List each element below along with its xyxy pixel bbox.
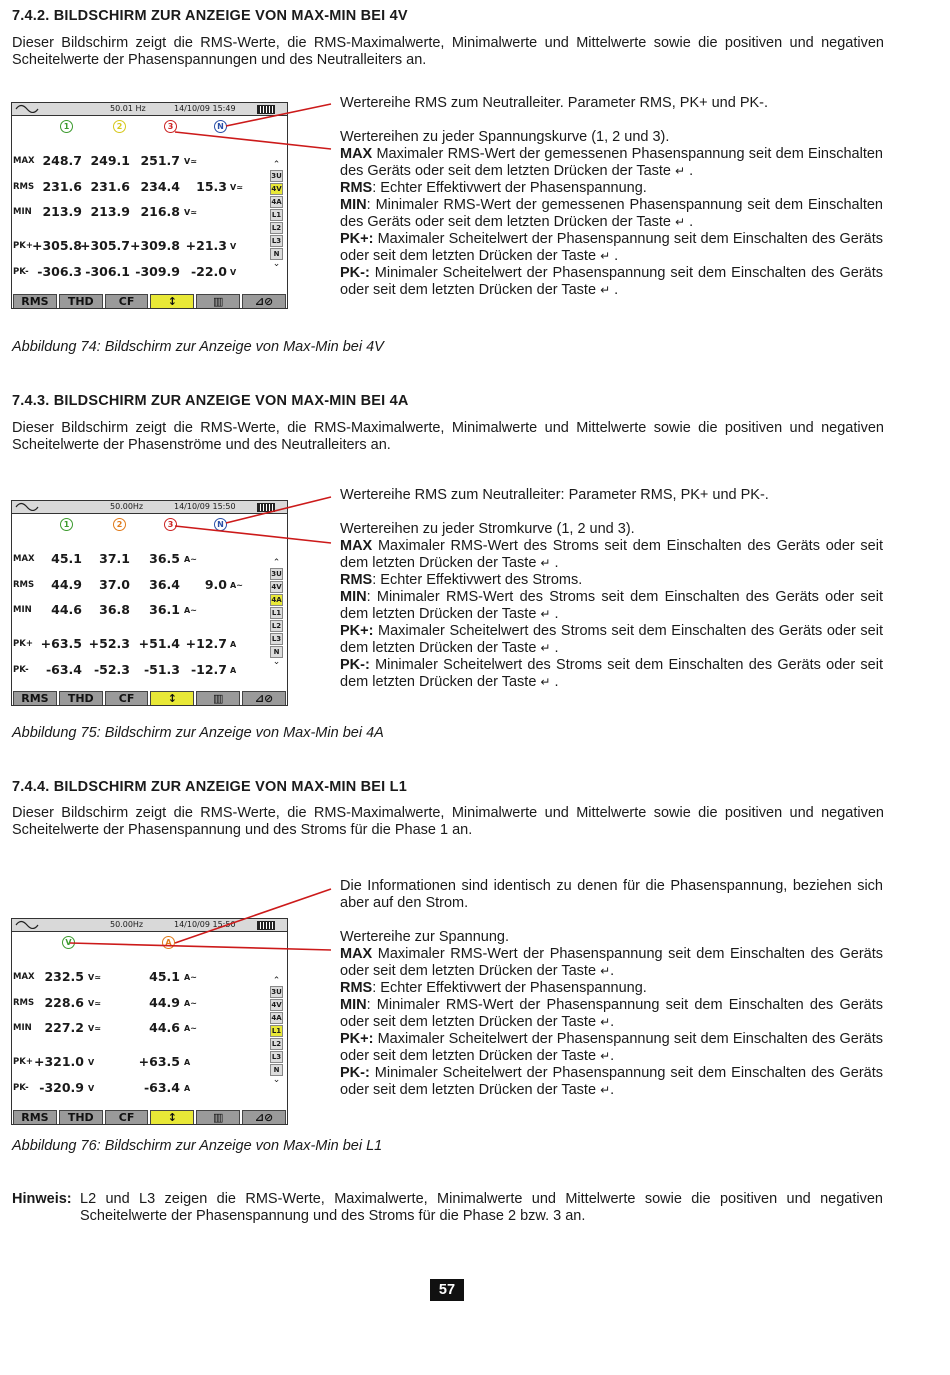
description-block [340,487,883,691]
tab-cf[interactable]: CF [105,691,149,706]
section-heading: 7.4.3. BILDSCHIRM ZUR ANZEIGE VON MAX-MIN BEI 4A [12,393,409,409]
tab-rms[interactable]: RMS [13,691,57,706]
channel-badge-v: V [62,936,75,949]
reading-value: -63.4 [45,662,82,677]
frequency-readout: 50.01 Hz [110,104,146,113]
figure-caption: Abbildung 74: Bildschirm zur Anzeige von Max-Min bei 4V [12,339,384,355]
reading-value: 37.0 [99,577,130,592]
section-intro: Dieser Bildschirm zeigt die RMS-Werte, die RMS-Maximalwerte, Minimalwerte und Mittelwerte sowie die positiven und negativen Scheitelwerte der Phasenspannungen und des Neutralleiters an. [12,35,884,68]
current-description: Die Informationen sind identisch zu denen für die Phasenspannung, beziehen sich aber auf den Strom. [340,878,883,911]
note-text: L2 und L3 zeigen die RMS-Werte, Maximalwerte, Minimalwerte und Mittelwerte sowie die positiven und negativen Scheitelwerte der Phasenspannung und des Stroms für die Phase 2 bzw. 3 an. [80,1191,883,1224]
channel-badge-2: 2 [113,518,126,531]
min-description: MIN: Minimaler RMS-Wert des Stroms seit dem Einschalten des Geräts oder seit dem letzten Drücken der Taste ↵ . [340,589,883,622]
reading-value: 228.6 [44,995,84,1010]
tab-summary[interactable]: ▥ [196,691,240,706]
row-label-rms: RMS [13,998,35,1008]
reading-unit: A~ [230,581,243,590]
reading-unit: V≃ [230,183,243,192]
enter-key-icon: ↵ [675,164,686,178]
row-label-min: MIN [13,1023,32,1033]
enter-key-icon: ↵ [600,964,611,978]
enter-key-icon: ↵ [600,283,611,297]
enter-key-icon: ↵ [675,215,686,229]
reading-value: -52.3 [93,662,130,677]
device-screen-l1 [11,918,288,1125]
enter-key-icon: ↵ [600,249,611,263]
mode-item-l3[interactable]: L3 [271,237,282,245]
scroll-down-icon: ⌄ [272,657,281,667]
tab-rms[interactable]: RMS [13,1110,57,1125]
neutral-description: Wertereihe RMS zum Neutralleiter. Parameter RMS, PK+ und PK-. [340,95,769,111]
pkminus-description: PK-: Minimaler Scheitelwert des Stroms seit dem Einschalten des Geräts oder seit dem letzten Drücken der Taste ↵ . [340,657,883,690]
reading-value: 36.8 [99,602,130,617]
note-label: Hinweis: [12,1191,72,1207]
reading-value: 44.9 [51,577,82,592]
pkplus-description: PK+: Maximaler Scheitelwert der Phasenspannung seit dem Einschalten des Geräts oder seit dem letzten Drücken der Taste ↵. [340,1031,883,1064]
row-label-pkplus: PK+ [13,639,33,649]
reading-value: 9.0 [204,577,227,592]
reading-unit: A [230,640,237,649]
channel-badge-2: 2 [113,120,126,133]
reading-value: +309.8 [129,238,180,253]
frequency-readout: 50.00Hz [110,920,144,929]
min-term: MIN [340,197,367,213]
tab-thd[interactable]: THD [59,294,103,309]
reading-value: 36.4 [149,577,180,592]
enter-key-icon: ↵ [600,1015,611,1029]
mode-item-l3[interactable]: L3 [271,1053,282,1061]
date-time: 14/10/09 15:50 [174,920,236,929]
enter-key-icon: ↵ [540,675,551,689]
section-intro: Dieser Bildschirm zeigt die RMS-Werte, die RMS-Maximalwerte, Minimalwerte und Mittelwerte sowie die positiven und negativen Scheitelwerte der Phasenströme und des Neutralleiters an. [12,420,884,453]
enter-key-icon: ↵ [540,556,551,570]
min-description: MIN: Minimaler RMS-Wert der gemessenen Phasenspannung seit dem Einschalten des Geräts oder seit dem letzten Drücken der Taste ↵ . [340,197,883,230]
battery-icon [257,503,275,512]
row-label-pkminus: PK- [13,267,29,277]
reading-value: -306.3 [37,264,82,279]
max-description: MAX Maximaler RMS-Wert des Stroms seit dem Einschalten des Geräts oder seit dem letzten Drücken der Taste ↵ . [340,538,883,571]
mode-item-l1[interactable]: L1 [271,1027,282,1035]
reading-unit: A [184,1058,191,1067]
rms-term: RMS [340,980,373,996]
curve-description: Wertereihen zu jeder Stromkurve (1, 2 und 3). [340,521,635,537]
row-label-rms: RMS [13,182,35,192]
row-label-rms: RMS [13,580,35,590]
scroll-down-icon: ⌄ [272,1075,281,1085]
reading-value: +21.3 [185,238,227,253]
tab-trend[interactable]: ⊿⊘ [242,691,286,706]
row-label-min: MIN [13,207,32,217]
channel-badge-n: N [214,518,227,531]
reading-value: +52.3 [88,636,130,651]
channel-badge-3: 3 [164,120,177,133]
reading-value: 36.5 [149,551,180,566]
row-label-max: MAX [13,554,35,564]
pkplus-term: PK+: [340,1031,374,1047]
status-bar [12,103,287,116]
row-label-max: MAX [13,156,35,166]
pkplus-term: PK+: [340,623,374,639]
rms-term: RMS [340,572,373,588]
reading-value: 45.1 [149,969,180,984]
reading-value: 231.6 [90,179,130,194]
reading-unit: V [88,1058,95,1067]
reading-value: -22.0 [190,264,227,279]
reading-value: +305.7 [79,238,130,253]
status-bar [12,919,287,932]
waveform-icon [15,920,39,929]
date-time: 14/10/09 15:50 [174,502,236,511]
figure-caption: Abbildung 75: Bildschirm zur Anzeige von Max-Min bei 4A [12,725,384,741]
pkminus-term: PK-: [340,657,370,673]
scroll-up-icon: ⌃ [272,976,281,986]
section-heading: 7.4.2. BILDSCHIRM ZUR ANZEIGE VON MAX-MIN BEI 4V [12,8,408,24]
mode-menu [270,161,283,268]
reading-value: -12.7 [190,662,227,677]
mode-item-l2[interactable]: L2 [271,224,282,232]
reading-value: 232.5 [44,969,84,984]
enter-key-icon: ↵ [600,1049,611,1063]
reading-unit: V≃ [184,208,197,217]
max-description: MAX Maximaler RMS-Wert der Phasenspannung seit dem Einschalten des Geräts oder seit dem letzten Drücken der Taste ↵. [340,946,883,979]
reading-value: 231.6 [42,179,82,194]
reading-value: 36.1 [149,602,180,617]
scroll-down-icon: ⌄ [272,259,281,269]
description-block [340,878,883,1099]
waveform-icon [15,502,39,511]
pkminus-description: PK-: Minimaler Scheitelwert der Phasenspannung seit dem Einschalten des Geräts oder seit dem letzten Drücken der Taste ↵. [340,1065,883,1098]
reading-value: +63.5 [40,636,82,651]
pkplus-description: PK+: Maximaler Scheitelwert der Phasenspannung seit dem Einschalten des Geräts oder seit dem letzten Drücken der Taste ↵ . [340,231,883,264]
mode-item-n[interactable]: N [270,1064,283,1076]
reading-value: 37.1 [99,551,130,566]
reading-unit: A [184,1084,191,1093]
tab-summary[interactable]: ▥ [196,294,240,309]
channel-badge-n: N [214,120,227,133]
row-label-pkplus: PK+ [13,1057,33,1067]
tab-cf[interactable]: CF [105,1110,149,1125]
max-term: MAX [340,146,373,162]
rms-description: RMS: Echter Effektivwert der Phasenspannung. [340,980,647,996]
reading-value: 213.9 [90,204,130,219]
device-screen-4v [11,102,288,309]
scroll-up-icon: ⌃ [272,160,281,170]
channel-badge-3: 3 [164,518,177,531]
frequency-readout: 50.00Hz [110,502,144,511]
reading-unit: V≃ [88,999,101,1008]
mode-item-l1[interactable]: L1 [271,609,282,617]
reading-unit: V [88,1084,95,1093]
reading-value: -63.4 [143,1080,180,1095]
reading-unit: V [230,242,237,251]
mode-item-4v[interactable]: 4V [271,185,282,193]
rms-term: RMS [340,180,373,196]
waveform-icon [15,104,39,113]
tab-maxmin[interactable]: ↕ [150,1110,194,1125]
pkplus-description: PK+: Maximaler Scheitelwert des Stroms seit dem Einschalten des Geräts oder seit dem letzten Drücken der Taste ↵ . [340,623,883,656]
reading-value: -309.9 [135,264,180,279]
row-label-pkminus: PK- [13,1083,29,1093]
mode-menu [270,559,283,666]
reading-unit: V≃ [88,1024,101,1033]
reading-value: 251.7 [140,153,180,168]
tab-trend[interactable]: ⊿⊘ [242,294,286,309]
reading-value: 227.2 [44,1020,84,1035]
figure-caption: Abbildung 76: Bildschirm zur Anzeige von Max-Min bei L1 [12,1138,383,1154]
battery-icon [257,921,275,930]
reading-unit: V [230,268,237,277]
reading-value: 249.1 [90,153,130,168]
section-intro: Dieser Bildschirm zeigt die RMS-Werte, die RMS-Maximalwerte, Minimalwerte und Mittelwerte sowie die positiven und negativen Scheitelwerte der Phasenspannung und des Stroms für die Phase 1 an. [12,805,884,838]
tab-thd[interactable]: THD [59,691,103,706]
section-heading: 7.4.4. BILDSCHIRM ZUR ANZEIGE VON MAX-MIN BEI L1 [12,779,407,795]
mode-item-4a[interactable]: 4A [271,1014,282,1022]
min-term: MIN [340,997,367,1013]
enter-key-icon: ↵ [540,641,551,655]
reading-value: 44.6 [51,602,82,617]
reading-value: +12.7 [185,636,227,651]
mode-item-n[interactable]: N [270,646,283,658]
reading-value: -51.3 [143,662,180,677]
reading-unit: A~ [184,1024,197,1033]
row-label-pkminus: PK- [13,665,29,675]
reading-value: +63.5 [138,1054,180,1069]
tab-summary[interactable]: ▥ [196,1110,240,1125]
mode-menu [270,977,283,1084]
tab-rms[interactable]: RMS [13,294,57,309]
reading-unit: A~ [184,973,197,982]
mode-item-4a[interactable]: 4A [271,596,282,604]
rms-description: RMS: Echter Effektivwert des Stroms. [340,572,583,588]
pkminus-description: PK-: Minimaler Scheitelwert der Phasenspannung seit dem Einschalten des Geräts oder seit dem letzten Drücken der Taste ↵ . [340,265,883,298]
mode-item-l2[interactable]: L2 [271,1040,282,1048]
enter-key-icon: ↵ [540,607,551,621]
reading-value: 44.9 [149,995,180,1010]
mode-item-l3[interactable]: L3 [271,635,282,643]
reading-value: 213.9 [42,204,82,219]
description-block [340,95,883,299]
reading-unit: V≃ [88,973,101,982]
tab-thd[interactable]: THD [59,1110,103,1125]
status-bar [12,501,287,514]
rms-description: RMS: Echter Effektivwert der Phasenspannung. [340,180,647,196]
mode-item-3u[interactable]: 3U [271,988,282,996]
date-time: 14/10/09 15:49 [174,104,236,113]
mode-item-4v[interactable]: 4V [271,1001,282,1009]
mode-item-l2[interactable]: L2 [271,622,282,630]
mode-item-3u[interactable]: 3U [271,172,282,180]
channel-badge-1: 1 [60,120,73,133]
function-tabs [12,1108,287,1124]
tab-trend[interactable]: ⊿⊘ [242,1110,286,1125]
row-label-pkplus: PK+ [13,241,33,251]
pkminus-term: PK-: [340,1065,370,1081]
tab-maxmin[interactable]: ↕ [150,294,194,309]
tab-cf[interactable]: CF [105,294,149,309]
voltage-description: Wertereihe zur Spannung. [340,929,510,945]
reading-value: +321.0 [33,1054,84,1069]
reading-unit: A~ [184,606,197,615]
reading-unit: A~ [184,555,197,564]
channel-badge-a: A [162,936,175,949]
reading-value: -306.1 [85,264,130,279]
reading-value: 248.7 [42,153,82,168]
reading-value: 234.4 [140,179,180,194]
max-term: MAX [340,946,373,962]
mode-item-n[interactable]: N [270,248,283,260]
min-description: MIN: Minimaler RMS-Wert der Phasenspannung seit dem Einschalten des Geräts oder seit dem letzten Drücken der Taste ↵. [340,997,883,1030]
reading-value: 15.3 [196,179,227,194]
function-tabs [12,292,287,308]
curve-description: Wertereihen zu jeder Spannungskurve (1, 2 und 3). [340,129,670,145]
reading-value: -320.9 [39,1080,84,1095]
reading-value: +305.8 [31,238,82,253]
reading-value: +51.4 [138,636,180,651]
neutral-description: Wertereihe RMS zum Neutralleiter: Parameter RMS, PK+ und PK-. [340,487,769,503]
battery-icon [257,105,275,114]
scroll-up-icon: ⌃ [272,558,281,568]
row-label-max: MAX [13,972,35,982]
mode-item-4v[interactable]: 4V [271,583,282,591]
enter-key-icon: ↵ [600,1083,611,1097]
reading-value: 45.1 [51,551,82,566]
device-screen-4a [11,500,288,706]
max-term: MAX [340,538,373,554]
row-label-min: MIN [13,605,32,615]
page-number: 57 [430,1279,464,1301]
mode-item-4a[interactable]: 4A [271,198,282,206]
pkplus-term: PK+: [340,231,374,247]
reading-unit: A [230,666,237,675]
tab-maxmin[interactable]: ↕ [150,691,194,706]
mode-item-3u[interactable]: 3U [271,570,282,578]
min-term: MIN [340,589,367,605]
max-description: MAX Maximaler RMS-Wert der gemessenen Phasenspannung seit dem Einschalten des Geräts oder seit dem letzten Drücken der Taste ↵ . [340,146,883,179]
reading-value: 216.8 [140,204,180,219]
pkminus-term: PK-: [340,265,370,281]
reading-value: 44.6 [149,1020,180,1035]
reading-unit: V≃ [184,157,197,166]
channel-badge-1: 1 [60,518,73,531]
mode-item-l1[interactable]: L1 [271,211,282,219]
function-tabs [12,689,287,705]
reading-unit: A~ [184,999,197,1008]
